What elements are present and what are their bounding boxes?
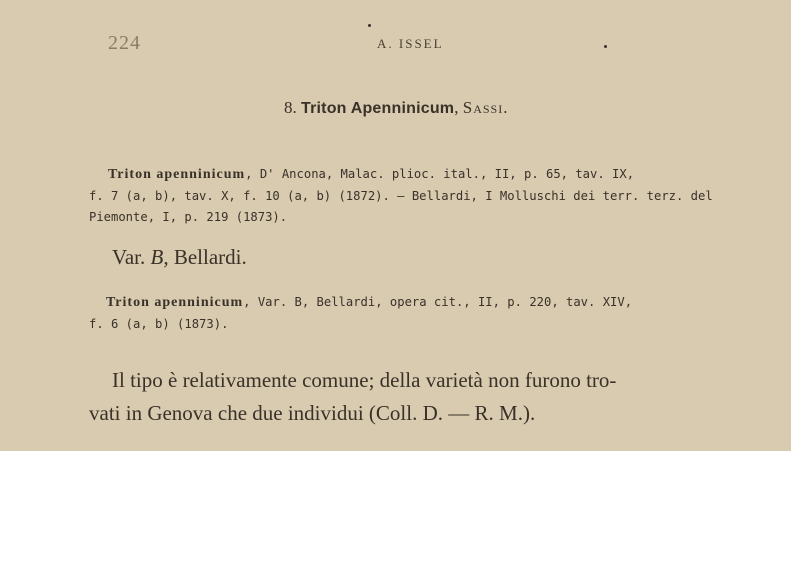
taxon-name: Triton apenninicum [106, 295, 244, 310]
taxon-name: Triton apenninicum [108, 167, 246, 182]
species-author: Sassi. [462, 98, 509, 117]
body-text-line: Il tipo è relativamente comune; della varietà non furono tro- [112, 368, 617, 392]
reference-line: Piemonte, I, p. 219 (1873). [89, 210, 288, 224]
reference-line: Triton apenninicum, D' Ancona, Malac. plioc. ital., II, p. 65, tav. IX, [108, 167, 635, 182]
variety-heading: Var. B, Bellardi. [112, 245, 247, 269]
running-head: A. ISSEL [377, 36, 444, 51]
print-speck [368, 24, 371, 27]
page-number: 224 [108, 32, 141, 54]
variety-author: Bellardi. [173, 245, 247, 269]
section-number: 8. [284, 98, 297, 117]
reference-line: f. 6 (a, b) (1873). [89, 317, 229, 331]
print-speck [604, 45, 607, 48]
section-heading: 8. Triton Apenninicum, Sassi. [284, 98, 509, 117]
species-name: Triton Apenninicum [301, 100, 455, 117]
reference-line: f. 7 (a, b), tav. X, f. 10 (a, b) (1872). — Bellardi, I Molluschi dei terr. terz. del [89, 189, 713, 203]
body-text-line: vati in Genova che due individui (Coll. D. — R. M.). [89, 401, 536, 425]
reference-line: Triton apenninicum, Var. B, Bellardi, opera cit., II, p. 220, tav. XIV, [106, 295, 633, 310]
variety-letter: B, [150, 245, 169, 269]
